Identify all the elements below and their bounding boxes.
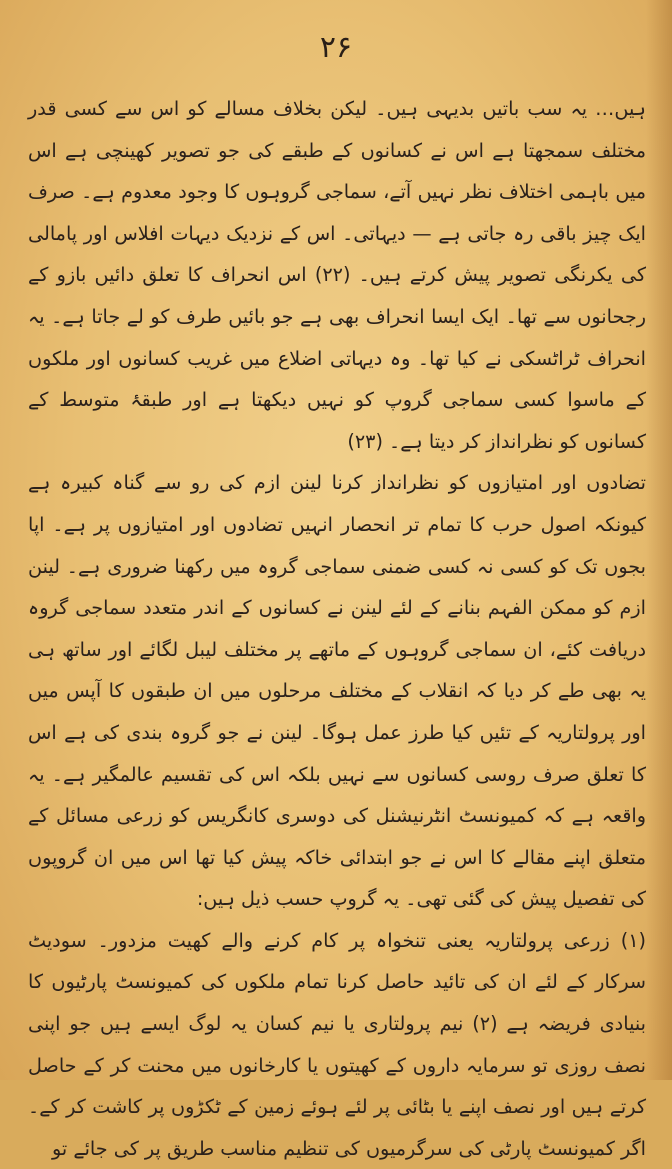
paragraph-1: ہیں… یہ سب باتیں بدیہی ہیں۔ لیکن بخلاف مسالے کو اس سے کسی قدر مختلف سمجھتا ہے اس نے کسانوں کے طبقے کی جو تصویر کھینچی ہے اس میں باہمی اختلاف نظر نہیں آتے، سماجی گروہوں کا وجود معدوم ہے۔ صرف ایک چیز باقی رہ جاتی ہے — دیہاتی۔ اس کے نزدیک دیہات افلاس اور پامالی کی یکرنگی تصویر پیش کرتے ہیں۔ (۲۲) اس انحراف کا تعلق دائیں بازو کے رجحانوں سے تھا۔ ایک ایسا انحراف بھی ہے جو بائیں طرف کو لے جاتا ہے۔ یہ انحراف ٹراٹسکی نے کیا تھا۔ وہ دیہاتی اضلاع میں غریب کسانوں اور ملکوں کے ماسوا کسی سماجی گروپ کو نہیں دیکھتا ہے اور طبقۂ متوسط کے کسانوں کو نظرانداز کر دیتا ہے۔ (۲۳) bbox=[28, 97, 646, 453]
paragraph-2: تضادوں اور امتیازوں کو نظرانداز کرنا لینن ازم کی رو سے گناہ کبیرہ ہے کیونکہ اصول حرب کا تمام تر انحصار انہیں تضادوں اور امتیازوں پر ہے۔ اپا بجوں تک کو کسی نہ کسی ضمنی سماجی گروہ میں رکھنا ضروری ہے۔ لینن ازم کو ممکن الفہم بنانے کے لئے لینن نے کسانوں کے اندر متعدد سماجی گروہ دریافت کئے، ان سماجی گروہوں کے ماتھے پر مختلف لیبل لگائے اور ساتھ ہی یہ بھی طے کر دیا کہ انقلاب کے مختلف مرحلوں میں ان طبقوں کا آپس میں اور پرولتاریہ کے تئیں کیا طرز عمل ہوگا۔ لینن نے جو گروہ بندی کی ہے اس کا تعلق صرف روسی کسانوں سے نہیں بلکہ اس کی تقسیم عالمگیر ہے۔ یہ واقعہ ہے کہ کمیونسٹ انٹرنیشنل کی دوسری کانگریس کو زرعی مسائل کے متعلق اپنے مقالے کا اس نے جو ابتدائی خاکہ پیش کیا تھا اس میں ان گروپوں کی تفصیل پیش کی گئی تھی۔ یہ گروپ حسب ذیل ہیں: bbox=[28, 471, 646, 911]
page-edge-shadow bbox=[646, 0, 672, 1080]
page-body bbox=[28, 88, 646, 1169]
page-number: ۲۶ bbox=[319, 30, 353, 65]
paragraph-3: (۱) زرعی پرولتاریہ یعنی تنخواہ پر کام کرنے والے کھیت مزدور۔ سودیٹ سرکار کے لئے ان کی تائید حاصل کرنا تمام ملکوں کی کمیونسٹ پارٹیوں کا بنیادی فریضہ ہے (۲) نیم پرولتاری یا نیم کسان یہ لوگ ایسے ہیں جو اپنی نصف روزی تو سرمایہ داروں کے کھیتوں یا کارخانوں میں محنت کر کے حاصل کرتے ہیں اور نصف اپنے یا بٹائی پر لئے ہوئے زمین کے ٹکڑوں پر کاشت کر کے۔ اگر کمیونسٹ پارٹی کی سرگرمیوں کی تنظیم مناسب طریق پر کی جائے تو bbox=[28, 928, 646, 1160]
